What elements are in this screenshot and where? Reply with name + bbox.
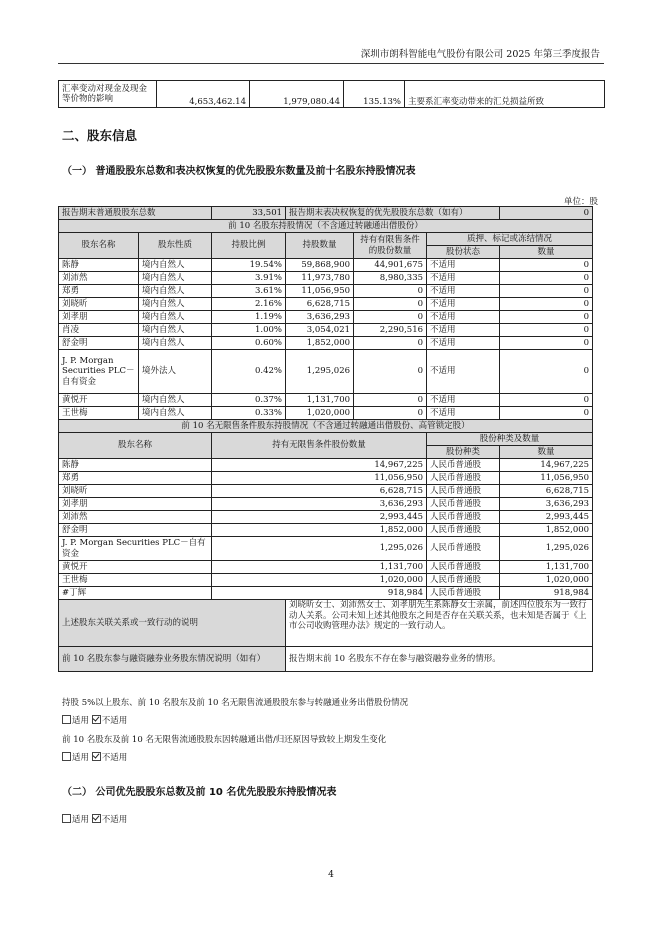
- pledge-status: 不适用: [427, 394, 500, 407]
- col-qty: 持股数量: [286, 233, 354, 259]
- applicable-label: 适用: [72, 815, 90, 825]
- shareholder-nature: 境内自然人: [139, 394, 212, 407]
- change-reason: 主要系汇率变动带来的汇兑损益所致: [405, 81, 605, 108]
- shareholder-ratio: 0.37%: [212, 394, 286, 407]
- holder-name: 郑勇: [59, 472, 212, 485]
- shareholder-restricted: 8,980,335: [354, 272, 427, 285]
- applicable-label: 适用: [72, 753, 90, 763]
- shareholder-ratio: 0.60%: [212, 337, 286, 350]
- shareholder-ratio: 1.00%: [212, 324, 286, 337]
- holder-qty: 1,852,000: [212, 524, 427, 537]
- shareholder-nature: 境内自然人: [139, 272, 212, 285]
- shareholder-restricted: 0: [354, 350, 427, 394]
- header-rule: [58, 63, 604, 64]
- unchecked-box-icon: [62, 752, 71, 761]
- table-row: [59, 407, 593, 420]
- unit-label: 单位：股: [563, 197, 598, 207]
- table-row: [59, 537, 593, 561]
- share-type: 人民币普通股: [427, 485, 500, 498]
- unrestricted-caption: 前 10 名无限售条件股东持股情况（不含通过转融通出借股份、高管锁定股）: [59, 420, 593, 433]
- col-share-type: 股份种类: [427, 446, 500, 459]
- shareholder-name: 刘孝朋: [59, 311, 139, 324]
- shareholder-qty: 1,131,700: [286, 394, 354, 407]
- shareholder-restricted: 2,290,516: [354, 324, 427, 337]
- shareholder-name: 王世梅: [59, 407, 139, 420]
- holder-qty: 1,131,700: [212, 561, 427, 574]
- shareholder-ratio: 0.42%: [212, 350, 286, 394]
- table-row: [59, 511, 593, 524]
- checked-box-icon: [92, 715, 101, 724]
- shareholder-qty: 3,636,293: [286, 311, 354, 324]
- shareholder-qty: 59,868,900: [286, 259, 354, 272]
- shareholder-ratio: 3.61%: [212, 285, 286, 298]
- total-shareholders-value: 33,501: [212, 207, 286, 220]
- shareholder-ratio: 1.19%: [212, 311, 286, 324]
- prior-value: 1,979,080.44: [250, 81, 344, 108]
- table-row: [59, 587, 593, 600]
- shareholder-restricted: 0: [354, 394, 427, 407]
- top10-shareholders-table: [58, 206, 593, 672]
- share-type: 人民币普通股: [427, 524, 500, 537]
- shareholder-ratio: 0.33%: [212, 407, 286, 420]
- shareholder-qty: 1,020,000: [286, 407, 354, 420]
- table-row: [59, 498, 593, 511]
- holder-name: 刘孝朋: [59, 498, 212, 511]
- share-amount: 6,628,715: [500, 485, 593, 498]
- share-amount: 14,967,225: [500, 459, 593, 472]
- holder-qty: 2,993,445: [212, 511, 427, 524]
- pledge-status: 不适用: [427, 272, 500, 285]
- share-amount: 11,056,950: [500, 472, 593, 485]
- table-row: [59, 459, 593, 472]
- pledge-amount: 0: [500, 285, 593, 298]
- section-title: 二、股东信息: [62, 128, 138, 143]
- related-parties-label: 上述股东关联关系或一致行动的说明: [59, 600, 286, 647]
- share-amount: 1,020,000: [500, 574, 593, 587]
- not-applicable-label: 不适用: [101, 753, 128, 763]
- pledge-amount: 0: [500, 298, 593, 311]
- col-nature: 股东性质: [139, 233, 212, 259]
- holder-qty: 1,020,000: [212, 574, 427, 587]
- pledge-status: 不适用: [427, 259, 500, 272]
- shareholder-name: 黄悦开: [59, 394, 139, 407]
- col-unrestricted-qty: 持有无限售条件股份数量: [212, 433, 427, 459]
- share-amount: 1,852,000: [500, 524, 593, 537]
- shareholder-qty: 11,056,950: [286, 285, 354, 298]
- col-unrestricted-name: 股东名称: [59, 433, 212, 459]
- col-name: 股东名称: [59, 233, 139, 259]
- current-value: 4,653,462.14: [157, 81, 250, 108]
- table-row: [59, 561, 593, 574]
- share-amount: 3,636,293: [500, 498, 593, 511]
- col-type-group: 股份种类及数量: [427, 433, 593, 446]
- unchecked-box-icon: [62, 814, 71, 823]
- pledge-status: 不适用: [427, 407, 500, 420]
- holder-name: J. P. Morgan Securities PLC－自有资金: [59, 537, 212, 561]
- holder-name: 王世梅: [59, 574, 212, 587]
- shareholder-qty: 3,054,021: [286, 324, 354, 337]
- pledge-amount: 0: [500, 311, 593, 324]
- shareholder-name: 陈静: [59, 259, 139, 272]
- col-ratio: 持股比例: [212, 233, 286, 259]
- note2-checkboxes: [62, 751, 127, 763]
- share-type: 人民币普通股: [427, 511, 500, 524]
- pledge-amount: 0: [500, 259, 593, 272]
- pledge-status: 不适用: [427, 350, 500, 394]
- shareholder-nature: 境内自然人: [139, 407, 212, 420]
- shareholder-name: 舒金明: [59, 337, 139, 350]
- shareholder-qty: 11,973,780: [286, 272, 354, 285]
- share-type: 人民币普通股: [427, 459, 500, 472]
- shareholder-qty: 1,295,026: [286, 350, 354, 394]
- shareholder-restricted: 0: [354, 337, 427, 350]
- margin-trading-text: 报告期末前 10 名股东不存在参与融资融券业务的情形。: [286, 647, 593, 672]
- note-securities-lending: 持股 5%以上股东、前 10 名股东及前 10 名无限售流通股股东参与转融通业务出借股份情况: [62, 698, 409, 708]
- table-row: [59, 524, 593, 537]
- table-row: [59, 485, 593, 498]
- shareholder-name: J. P. Morgan Securities PLC－自有资金: [59, 350, 139, 394]
- shareholder-nature: 境内自然人: [139, 324, 212, 337]
- pref-shareholders-label: 报告期末表决权恢复的优先股股东总数（如有）: [286, 207, 500, 220]
- holder-name: 舒金明: [59, 524, 212, 537]
- page-number: 4: [328, 870, 334, 880]
- shareholder-restricted: 0: [354, 285, 427, 298]
- table-row: [59, 324, 593, 337]
- holder-qty: 1,295,026: [212, 537, 427, 561]
- table-row: [59, 337, 593, 350]
- holder-name: 黄悦开: [59, 561, 212, 574]
- shareholder-nature: 境内自然人: [139, 311, 212, 324]
- share-type: 人民币普通股: [427, 537, 500, 561]
- pledge-status: 不适用: [427, 298, 500, 311]
- holder-name: 刘晓昕: [59, 485, 212, 498]
- table-row: [59, 574, 593, 587]
- pledge-status: 不适用: [427, 285, 500, 298]
- shareholder-nature: 境外法人: [139, 350, 212, 394]
- holder-qty: 11,056,950: [212, 472, 427, 485]
- shareholder-nature: 境内自然人: [139, 285, 212, 298]
- table-row: [59, 272, 593, 285]
- table-row: [59, 472, 593, 485]
- pref-shareholders-value: 0: [500, 207, 593, 220]
- shareholder-ratio: 2.16%: [212, 298, 286, 311]
- share-type: 人民币普通股: [427, 561, 500, 574]
- table-row: [59, 311, 593, 324]
- shareholder-restricted: 44,901,675: [354, 259, 427, 272]
- shareholder-nature: 境内自然人: [139, 259, 212, 272]
- checked-box-icon: [92, 752, 101, 761]
- share-amount: 1,131,700: [500, 561, 593, 574]
- item-label: 汇率变动对现金及现金等价物的影响: [59, 81, 157, 108]
- pledge-amount: 0: [500, 407, 593, 420]
- table-row: [59, 298, 593, 311]
- related-parties-text: 刘晓昕女士、刘沛然女士、刘孝朋先生系陈静女士亲属，前述四位股东为一致行动人关系。公司未知上述其他股东之间是否存在关联关系，也未知是否属于《上市公司收购管理办法》规定的一致行动人。: [286, 600, 593, 647]
- top10-caption: 前 10 名股东持股情况（不含通过转融通出借股份）: [59, 220, 593, 233]
- table-row: [59, 285, 593, 298]
- col-status: 股份状态: [427, 246, 500, 259]
- col-restricted: 持有有限售条件的股份数量: [354, 233, 427, 259]
- not-applicable-label: 不适用: [101, 716, 128, 726]
- checked-box-icon: [92, 814, 101, 823]
- page-header: 深圳市朗科智能电气股份有限公司 2025 年第三季度报告: [360, 49, 600, 60]
- holder-qty: 14,967,225: [212, 459, 427, 472]
- unchecked-box-icon: [62, 715, 71, 724]
- shareholder-restricted: 0: [354, 298, 427, 311]
- note-lending-change: 前 10 名股东及前 10 名无限售流通股股东因转融通出借/归还原因导致较上期发生变化: [62, 735, 387, 745]
- shareholder-name: 郑勇: [59, 285, 139, 298]
- margin-trading-label: 前 10 名股东参与融资融券业务股东情况说明（如有）: [59, 647, 286, 672]
- holder-qty: 6,628,715: [212, 485, 427, 498]
- pledge-status: 不适用: [427, 324, 500, 337]
- col-share-amount: 数量: [500, 446, 593, 459]
- shareholder-name: 肖凌: [59, 324, 139, 337]
- shareholder-restricted: 0: [354, 311, 427, 324]
- pledge-amount: 0: [500, 272, 593, 285]
- total-shareholders-label: 报告期末普通股股东总数: [59, 207, 212, 220]
- shareholder-ratio: 19.54%: [212, 259, 286, 272]
- holder-name: 陈静: [59, 459, 212, 472]
- holder-name: 刘沛然: [59, 511, 212, 524]
- col-pledge: 质押、标记或冻结情况: [427, 233, 593, 246]
- shareholder-ratio: 3.91%: [212, 272, 286, 285]
- shareholder-qty: 1,852,000: [286, 337, 354, 350]
- holder-qty: 918,984: [212, 587, 427, 600]
- shareholder-nature: 境内自然人: [139, 337, 212, 350]
- applicable-label: 适用: [72, 716, 90, 726]
- table-row: [59, 259, 593, 272]
- share-amount: 918,984: [500, 587, 593, 600]
- shareholder-qty: 6,628,715: [286, 298, 354, 311]
- share-amount: 1,295,026: [500, 537, 593, 561]
- pledge-status: 不适用: [427, 311, 500, 324]
- table-row: [59, 350, 593, 394]
- shareholder-nature: 境内自然人: [139, 298, 212, 311]
- note3-checkboxes: [62, 813, 127, 825]
- holder-name: #丁辉: [59, 587, 212, 600]
- shareholder-name: 刘晓昕: [59, 298, 139, 311]
- pledge-amount: 0: [500, 350, 593, 394]
- subsection-title-2: （二） 公司优先股股东总数及前 10 名优先股股东持股情况表: [62, 787, 337, 798]
- note1-checkboxes: [62, 714, 127, 726]
- not-applicable-label: 不适用: [101, 815, 128, 825]
- pledge-amount: 0: [500, 324, 593, 337]
- share-amount: 2,993,445: [500, 511, 593, 524]
- shareholder-name: 刘沛然: [59, 272, 139, 285]
- shareholder-restricted: 0: [354, 407, 427, 420]
- col-amount: 数量: [500, 246, 593, 259]
- pledge-amount: 0: [500, 337, 593, 350]
- pledge-status: 不适用: [427, 337, 500, 350]
- holder-qty: 3,636,293: [212, 498, 427, 511]
- change-ratio: 135.13%: [344, 81, 405, 108]
- share-type: 人民币普通股: [427, 498, 500, 511]
- share-type: 人民币普通股: [427, 574, 500, 587]
- cashflow-carryover-table: [58, 80, 605, 108]
- subsection-title-1: （一） 普通股股东总数和表决权恢复的优先股股东数量及前十名股东持股情况表: [62, 166, 416, 177]
- pledge-amount: 0: [500, 394, 593, 407]
- share-type: 人民币普通股: [427, 472, 500, 485]
- share-type: 人民币普通股: [427, 587, 500, 600]
- table-row: [59, 394, 593, 407]
